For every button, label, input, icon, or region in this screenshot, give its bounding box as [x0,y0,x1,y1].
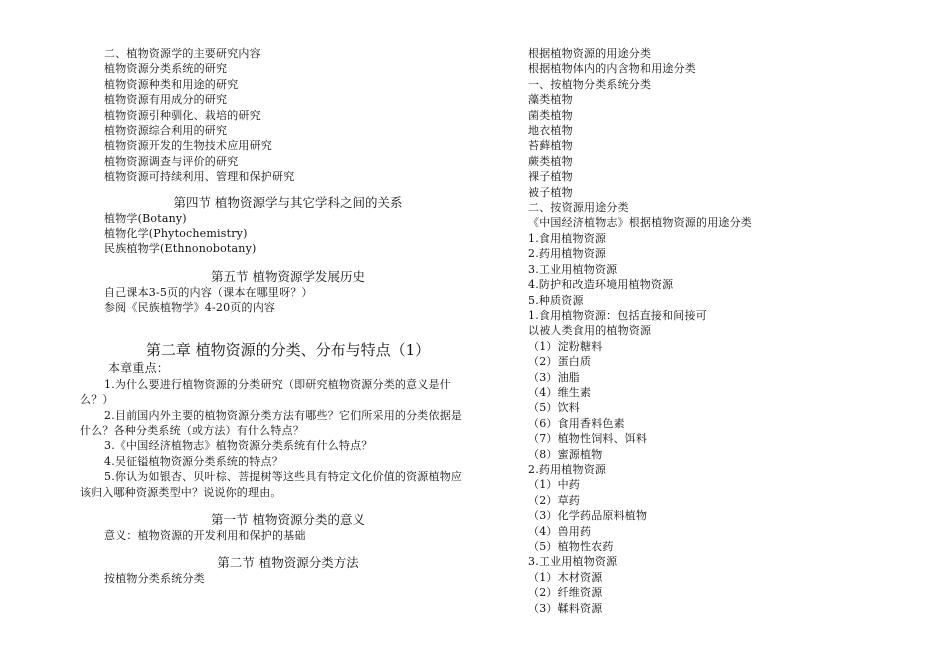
body-line: 根据植物资源的用途分类 [528,47,652,60]
list-item: 植物资源分类系统的研究 [104,62,228,76]
list-item: 植物学(Botany) [104,211,187,225]
list-item: （8）蜜源植物 [528,447,603,461]
section-heading: 第四节 植物资源学与其它学科之间的关系 [173,194,403,210]
list-item: 植物资源有用成分的研究 [104,93,228,107]
list-item: 地衣植物 [528,124,573,138]
section-heading: 第一节 植物资源分类的意义 [211,511,365,527]
left-column [80,46,472,587]
body-text: 按植物分类系统分类 [104,572,205,586]
list-item: 5.种质资源 [528,293,584,307]
section-heading: 第五节 植物资源学发展历史 [211,268,365,284]
list-item: （1）木材资源 [528,570,603,584]
list-item: （3）鞣料资源 [528,601,603,615]
list-item: 1.食用植物资源 [528,231,607,245]
list-item: 蕨类植物 [528,154,573,168]
list-item: 植物资源调查与评价的研究 [104,154,239,168]
list-item: 3.工业用植物资源 [528,555,618,569]
body-line: 根据植物体内的内含物和用途分类 [528,62,696,76]
list-item: 植物资源综合利用的研究 [104,124,228,138]
section-heading: 第二节 植物资源分类方法 [217,555,359,571]
list-item: （2）纤维资源 [528,586,603,600]
list-item: （3）化学药品原料植物 [528,509,648,523]
list-item: （4）维生素 [528,385,592,399]
list-item: 2.药用植物资源 [528,462,607,476]
list-item: （6）食用香料色素 [528,416,625,430]
key-point: 1.为什么要进行植物资源的分类研究（即研究植物资源分类的意义是什么？） [80,377,451,407]
list-item: 4.防护和改造环境用植物资源 [528,278,674,292]
section-title: 二、植物资源学的主要研究内容 [104,47,261,60]
list-item: （5）植物性农药 [528,540,614,553]
list-item: 植物化学(Phytochemistry) [104,227,248,241]
list-item: 参阅《民族植物学》4-20页的内容 [104,301,276,315]
list-item: 菌类植物 [528,108,573,122]
key-point: 4.吴征镒植物资源分类系统的特点？ [104,454,283,468]
list-item: 苔藓植物 [528,139,573,153]
key-point: 2.目前国内外主要的植物资源分类方法有哪些？它们所采用的分类依据是什么？各种分类系统（或方法）有什么特点？ [80,408,463,437]
list-item: 植物资源种类和用途的研究 [104,77,239,91]
body-line: 1.食用植物资源：包括直接和间接可 [528,308,707,322]
list-item: 植物资源引种驯化、栽培的研究 [104,108,261,122]
chapter-heading: 第二章 植物资源的分类、分布与特点（1） [145,340,431,359]
list-item: 被子植物 [528,185,573,199]
research-content-list [104,61,472,184]
list-item: 植物资源开发的生物技术应用研究 [104,139,272,153]
list-item: 自己课本3-5页的内容（课本在哪里呀？） [104,285,313,299]
key-point: 3.《中国经济植物志》植物资源分类系统有什么特点？ [104,439,373,453]
list-item: 藻类植物 [528,93,573,107]
list-item: （1）淀粉糖料 [528,339,603,353]
list-item: （3）油脂 [528,370,580,384]
section-title: 二、按资源用途分类 [528,201,629,215]
key-points-title: 本章重点： [108,360,170,375]
list-item: （5）饮料 [528,401,580,415]
list-item: 裸子植物 [528,170,573,184]
list-item: （7）植物性饲料、饵料 [528,432,648,446]
body-line: 《中国经济植物志》根据植物资源的用途分类 [528,216,752,230]
list-item: 民族植物学(Ethnonobotany) [104,242,257,256]
section-title: 一、按植物分类系统分类 [528,77,652,91]
list-item: 3.工业用植物资源 [528,262,618,276]
list-item: （1）中药 [528,478,580,492]
list-item: （4）兽用药 [528,524,592,538]
list-item: （2）蛋白质 [528,355,592,369]
list-item: 2.药用植物资源 [528,247,607,261]
list-item: （2）草药 [528,493,580,507]
body-line: 以被人类食用的植物资源 [528,324,652,338]
body-text: 意义：植物资源的开发利用和保护的基础 [104,528,306,542]
key-point: 5.你认为如银杏、贝叶棕、菩提树等这些具有特定文化价值的资源植物应该归入哪种资源类型中？说说你的理由。 [80,470,463,499]
list-item: 植物资源可持续利用、管理和保护研究 [104,170,295,184]
right-column [528,46,858,616]
